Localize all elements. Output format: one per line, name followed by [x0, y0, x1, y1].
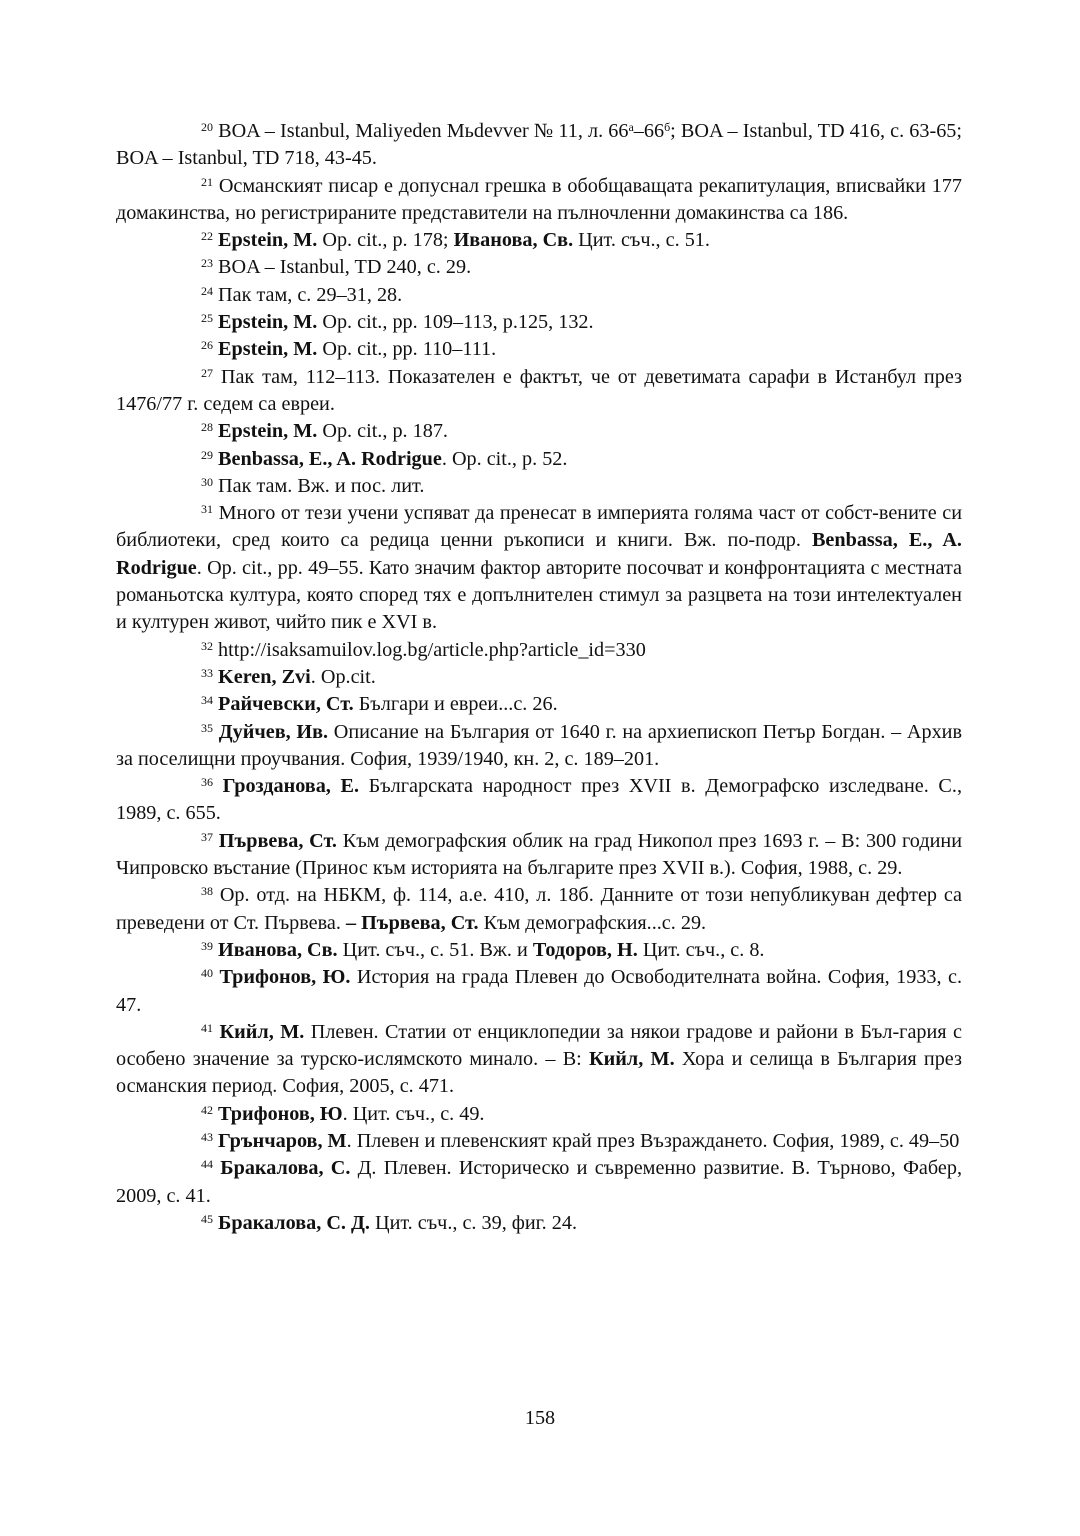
- footnote-number: 22: [201, 229, 213, 244]
- author-name: Epstein, M.: [218, 420, 318, 443]
- superscript-text: а: [628, 120, 634, 134]
- footnote-26: [116, 336, 962, 363]
- footnote-text: Османският писар е допуснал грешка в обобщаващата рекапитулация, вписвайки 177 домакинства, но регистрираните представители на пълночленни домакинства са 186.: [116, 174, 962, 224]
- footnote-44: [116, 1155, 962, 1210]
- footnote-number: 36: [201, 775, 213, 790]
- footnote-text: –66: [633, 120, 665, 142]
- footnote-text: Цит. съч., с. 51. Вж. и: [337, 938, 533, 961]
- footnote-33: [116, 664, 962, 691]
- footnote-25: [116, 309, 962, 336]
- author-name: Бракалова, С.: [220, 1157, 351, 1180]
- footnote-41: [116, 1019, 962, 1101]
- footnote-number: 28: [201, 420, 213, 435]
- footnote-22: [116, 227, 962, 254]
- footnote-text: . Плевен и плевенският край през Възраждането. София, 1989, с. 49–50: [346, 1129, 960, 1152]
- footnote-28: [116, 418, 962, 445]
- footnote-number: 42: [201, 1102, 213, 1117]
- author-name: Трифонов, Ю: [218, 1102, 343, 1125]
- footnote-number: 26: [201, 338, 213, 353]
- author-name: Benbassa, E., A. Rodrigue: [218, 447, 442, 470]
- footnote-text: . Op. cit., pp. 49–55. Като значим фактор авторите посочват и конфронтацията с местната романьотска култура, която според тях е допълнителен стимул за разцвета на този интелектуален и културен живот, чийто пик е XVI в.: [116, 556, 962, 634]
- footnote-number: 40: [201, 966, 213, 981]
- author-name: Грънчаров, М: [218, 1129, 347, 1152]
- author-name: Тодоров, Н.: [532, 938, 638, 961]
- superscript-text: б: [664, 120, 671, 134]
- footnote-text: История на града Плевен до Освободителната война. София, 1933, с. 47.: [116, 966, 962, 1016]
- footnote-36: [116, 773, 962, 828]
- footnote-number: 21: [201, 174, 213, 189]
- footnote-27: [116, 364, 962, 419]
- footnote-21: [116, 173, 962, 228]
- footnote-text: . Op. cit., p. 52.: [441, 447, 568, 470]
- author-name: Benbassa, E., A. Rodrigue: [116, 529, 962, 579]
- footnote-number: 38: [201, 884, 213, 899]
- footnote-23: [116, 254, 962, 281]
- author-name: Epstein, M.: [218, 229, 318, 252]
- footnote-text: Описание на България от 1640 г. на архиепископ Петър Богдан. – Архив за поселищни проучвания. София, 1939/1940, кн. 2, с. 189–201.: [116, 720, 963, 770]
- footnote-35: [116, 719, 962, 774]
- footnote-text: Op. cit., pp. 109–113, p.125, 132.: [317, 311, 594, 334]
- footnote-number: 23: [201, 256, 213, 271]
- footnote-number: 41: [201, 1020, 213, 1035]
- author-name: Epstein, M.: [218, 311, 318, 334]
- footnote-number: 37: [201, 829, 213, 844]
- footnote-text: Много от тези учени успяват да пренесат в империята голяма част от собст-вените си библиотеки, сред които са редица ценни ръкописи и книги. Вж. по-подр.: [116, 502, 963, 552]
- footnote-29: [116, 446, 962, 473]
- footnote-number: 39: [201, 938, 213, 953]
- author-name: Кийл, М.: [219, 1020, 305, 1043]
- footnote-text: Към демографския облик на град Никопол през 1693 г. – В: 300 години Чипровско въстание (Принос към историята на българите през XVII в.). София, 1988, с. 29.: [116, 829, 963, 880]
- footnote-text: Op. cit., p. 178;: [317, 229, 454, 252]
- footnote-39: [116, 937, 962, 964]
- footnote-number: 35: [201, 720, 213, 735]
- author-name: Иванова, Св.: [218, 938, 338, 961]
- author-name: Epstein, M.: [218, 338, 318, 361]
- footnote-text: Op. cit., pp. 110–111.: [317, 338, 497, 361]
- footnote-number: 32: [201, 638, 213, 653]
- footnote-text: Плевен. Статии от енциклопедии за някои градове и райони в Бъл-гария с особено значение за турско-ислямското минало. – В:: [116, 1020, 963, 1071]
- footnote-text: Цит. съч., с. 51.: [573, 229, 710, 252]
- footnote-text: Цит. съч., с. 39, фиг. 24.: [369, 1211, 578, 1234]
- author-name: Бракалова, С. Д.: [218, 1211, 370, 1234]
- author-name: Иванова, Св.: [453, 229, 574, 252]
- footnote-text: Д. Плевен. Историческо и съвременно развитие. В. Търново, Фабер, 2009, с. 41.: [116, 1157, 962, 1207]
- footnote-number: 43: [201, 1129, 213, 1144]
- footnote-text: Хора и селища в България през османския период. София, 2005, с. 471.: [116, 1048, 962, 1098]
- footnote-40: [116, 964, 962, 1019]
- author-name: Кийл, М.: [589, 1048, 675, 1071]
- footnote-number: 34: [201, 693, 213, 708]
- footnote-number: 31: [201, 502, 213, 517]
- footnote-number: 25: [201, 311, 213, 326]
- footnote-text: . Цит. съч., с. 49.: [342, 1102, 485, 1125]
- author-name: – Първева, Ст.: [345, 911, 479, 934]
- footnote-number: 44: [201, 1157, 213, 1172]
- footnote-text: Пак там. Вж. и пос. лит.: [218, 474, 425, 497]
- footnote-number: 24: [201, 283, 213, 298]
- footnote-text: Op. cit., p. 187.: [317, 420, 448, 443]
- footnote-43: [116, 1128, 962, 1155]
- footnote-30: [116, 473, 962, 500]
- footnote-text: Българи и евреи...с. 26.: [353, 693, 558, 716]
- footnote-34: [116, 691, 962, 718]
- footnote-text: http://isaksamuilov.log.bg/article.php?article_id=330: [218, 638, 646, 661]
- footnote-number: 29: [201, 447, 213, 462]
- footnote-number: 45: [201, 1211, 213, 1226]
- footnote-text: . Op.cit.: [310, 665, 376, 688]
- footnote-20: [116, 118, 962, 173]
- footnote-text: Цит. съч., с. 8.: [637, 938, 765, 961]
- footnote-31: [116, 500, 962, 636]
- footnote-text: Българската народност през XVII в. Демографско изследване. С., 1989, с. 655.: [116, 775, 962, 825]
- author-name: Грозданова, Е.: [222, 775, 359, 798]
- footnote-24: [116, 282, 962, 309]
- footnote-text: Ор. отд. на НБКМ, ф. 114, а.е. 410, л. 18б. Данните от този непубликуван дефтер са преведени от Ст. Първева.: [116, 884, 962, 934]
- author-name: Райчевски, Ст.: [218, 693, 354, 716]
- author-name: Първева, Ст.: [218, 829, 337, 852]
- page-number: 158: [524, 1407, 556, 1429]
- footnote-42: [116, 1101, 962, 1128]
- footnote-number: 27: [201, 365, 213, 380]
- footnote-text: Пак там, 112–113. Показателен е фактът, че от деветимата сарафи в Истанбул през 1476/77 г. седем са евреи.: [116, 365, 963, 415]
- author-name: Дуйчев, Ив.: [218, 720, 329, 743]
- footnotes-block: [116, 118, 962, 1237]
- author-name: Keren, Zvi: [218, 665, 311, 688]
- footnote-text: BOA – Istanbul, TD 240, с. 29.: [218, 256, 472, 279]
- footnote-text: Пак там, с. 29–31, 28.: [218, 283, 403, 306]
- footnote-text: BOA – Istanbul, Maliyeden Mьdevver № 11, л. 66: [218, 120, 629, 142]
- footnote-text: ; BOA – Istanbul, TD 416, с. 63-65; BOA – Istanbul, TD 718, 43-45.: [116, 120, 962, 170]
- footnote-37: [116, 828, 962, 883]
- footnote-38: [116, 882, 962, 937]
- footnote-number: 30: [201, 474, 213, 489]
- author-name: Трифонов, Ю.: [219, 966, 351, 989]
- footnote-number: 20: [201, 120, 213, 134]
- footnote-45: [116, 1210, 962, 1237]
- footnote-32: [116, 637, 962, 664]
- footnote-number: 33: [201, 665, 213, 680]
- footnote-text: Към демографския...с. 29.: [478, 911, 707, 934]
